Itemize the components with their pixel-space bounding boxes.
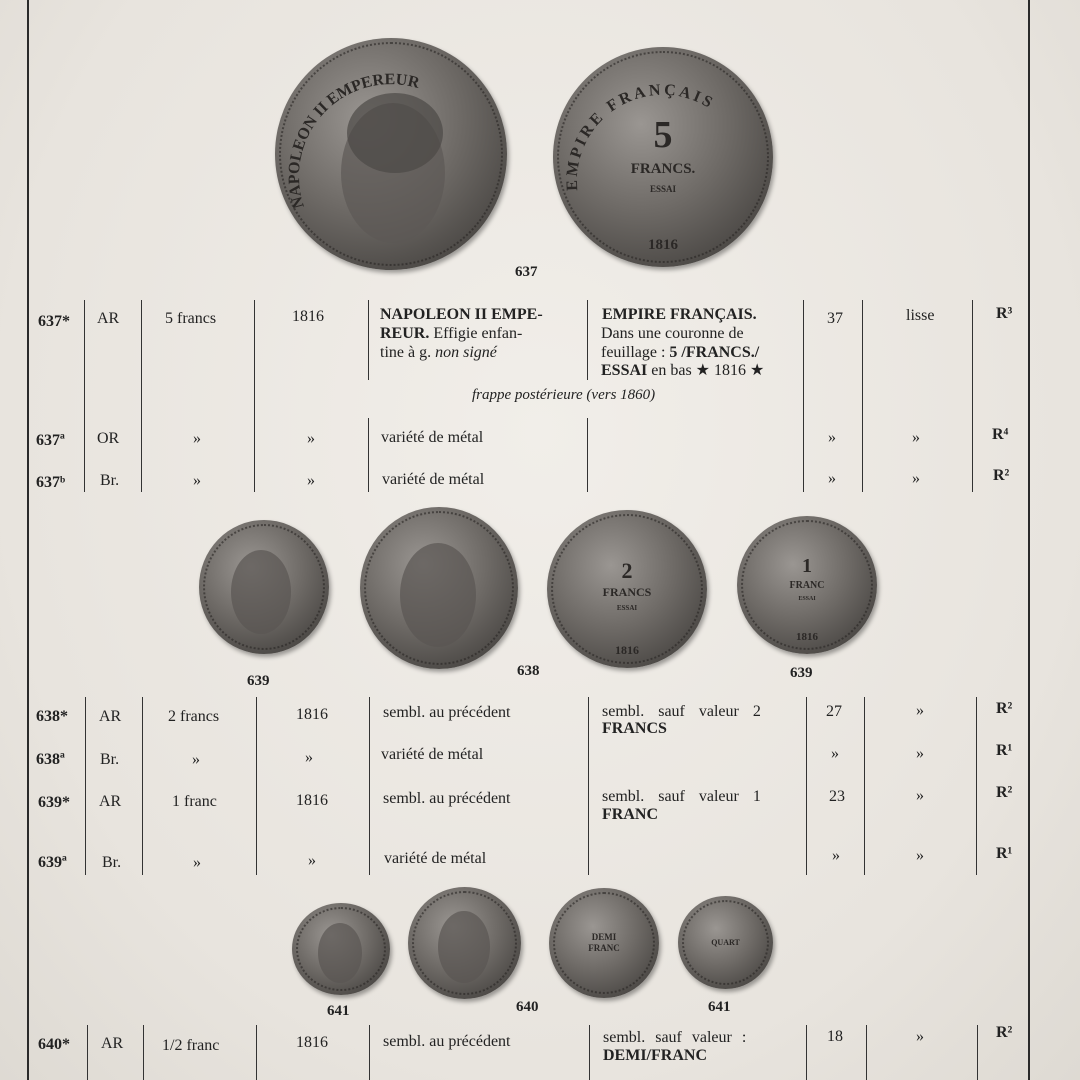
row-637a-num: 637ª: [36, 432, 65, 449]
row-639-metal: AR: [99, 793, 122, 810]
row-637-obverse-title: NAPOLEON II EMPE-: [380, 306, 543, 323]
row-638a-weight: »: [831, 745, 839, 762]
row-637-weight: 37: [827, 310, 843, 327]
row-640-num: 640*: [38, 1036, 70, 1053]
row-637-year: 1816: [292, 308, 324, 325]
row-638-rarity: R²: [996, 700, 1013, 717]
coin-639-year: 1816: [796, 631, 818, 643]
row-639-reverse-line1: sembl. sauf valeur 1: [602, 788, 761, 805]
row-639-reverse-line2: FRANC: [602, 806, 658, 823]
row-639a-weight: »: [832, 847, 840, 864]
coin-640-value: DEMI FRANC: [588, 932, 620, 953]
row-637a-weight: »: [828, 429, 836, 446]
coin-637-reverse-legend: EMPIRE FRANÇAIS: [563, 81, 718, 192]
row-637b-weight: »: [828, 470, 836, 487]
coin-641-obverse: [292, 903, 390, 995]
row-637b-metal: Br.: [100, 472, 120, 489]
row-639a-value: »: [193, 854, 201, 871]
row-639-value: 1 franc: [172, 793, 217, 810]
row-638a-edge: »: [916, 745, 924, 762]
row-638-reverse-line1: sembl. sauf valeur 2: [602, 703, 761, 720]
coin-label-641-left: 641: [327, 1003, 350, 1019]
row-638-obverse: sembl. au précédent: [383, 704, 511, 721]
row-637b-value: »: [193, 472, 201, 489]
svg-text:NAPOLEON II EMPEREUR: [286, 71, 422, 210]
coin-639-obverse: [199, 520, 329, 654]
row-638-metal: AR: [99, 708, 122, 725]
left-margin-rule: [27, 0, 29, 1080]
row-637-reverse-title: EMPIRE FRANÇAIS.: [602, 306, 757, 323]
right-margin-rule: [1028, 0, 1030, 1080]
row-640-year: 1816: [296, 1034, 328, 1051]
row-638a-num: 638ª: [36, 751, 65, 768]
row-638a-obverse: variété de métal: [381, 746, 484, 763]
row-637a-edge: »: [912, 429, 920, 446]
row-637-reverse-line2: Dans une couronne de: [601, 325, 744, 342]
row-638-value: 2 francs: [168, 708, 220, 725]
row-639-weight: 23: [829, 788, 845, 805]
coin-label-640: 640: [516, 999, 539, 1015]
coin-638-unit: FRANCS: [602, 585, 652, 599]
coin-637-reverse: [553, 47, 773, 267]
row-639-year: 1816: [296, 792, 328, 809]
row-638-edge: »: [916, 702, 924, 719]
row-637-metal: AR: [97, 310, 120, 327]
coin-641-reverse: [678, 896, 773, 989]
row-639a-edge: »: [916, 847, 924, 864]
coin-637-year: 1816: [648, 237, 678, 253]
row-638a-rarity: R¹: [996, 742, 1013, 759]
row-638a-value: »: [192, 751, 200, 768]
coin-label-641-right: 641: [708, 999, 731, 1015]
coin-640-reverse: [549, 888, 659, 998]
row-639a-num: 639ª: [38, 854, 67, 871]
coin-639-unit: FRANC: [789, 580, 825, 591]
row-637-num: 637*: [38, 313, 70, 330]
coin-638-year: 1816: [615, 643, 639, 657]
coin-638-reverse: [547, 510, 707, 668]
row-639a-obverse: variété de métal: [384, 850, 487, 867]
coin-638-essai: ESSAI: [616, 604, 638, 612]
row-637b-edge: »: [912, 470, 920, 487]
row-637a-rarity: R⁴: [992, 426, 1009, 443]
row-640-reverse-line2: DEMI/FRANC: [603, 1047, 707, 1064]
row-639-num: 639*: [38, 794, 70, 811]
row-637-reverse-line4: ESSAI en bas ★ 1816 ★: [601, 362, 765, 379]
coin-640-obverse: [408, 887, 521, 999]
coin-637-obverse-legend: NAPOLEON II EMPEREUR: [285, 71, 422, 211]
row-640-value: 1/2 franc: [162, 1037, 220, 1054]
coin-639-essai: ESSAI: [798, 596, 816, 602]
row-640-edge: »: [916, 1028, 924, 1045]
coin-639-reverse: [737, 516, 877, 654]
row-637a-obverse: variété de métal: [381, 429, 484, 446]
coin-label-639-right: 639: [790, 665, 813, 681]
row-637-edge: lisse: [906, 307, 935, 324]
row-638-num: 638*: [36, 708, 68, 725]
row-638-year: 1816: [296, 706, 328, 723]
coin-638-obverse: [360, 507, 518, 669]
row-640-weight: 18: [827, 1028, 843, 1045]
coin-639-value: 1: [802, 555, 812, 577]
coin-637-obverse: [275, 38, 507, 270]
row-639a-rarity: R¹: [996, 845, 1013, 862]
row-639a-year: »: [308, 852, 316, 869]
row-637b-year: »: [307, 472, 315, 489]
coin-label-638: 638: [517, 663, 540, 679]
coin-637-unit: FRANCS.: [630, 161, 696, 177]
row-637a-metal: OR: [97, 430, 120, 447]
coin-label-637: 637: [515, 264, 538, 280]
row-637b-obverse: variété de métal: [382, 471, 485, 488]
svg-text:EMPIRE FRANÇAIS: [564, 82, 718, 192]
row-638-reverse-line2: FRANCS: [602, 720, 667, 737]
row-637-obverse-line3: tine à g. non signé: [380, 344, 497, 361]
coin-label-639-left: 639: [247, 673, 270, 689]
coin-641-value: QUART: [711, 938, 740, 947]
row-638a-year: »: [305, 749, 313, 766]
row-640-obverse: sembl. au précédent: [383, 1033, 511, 1050]
row-639a-metal: Br.: [102, 854, 122, 871]
coin-637-essai: ESSAI: [649, 184, 677, 194]
row-637-note: frappe postérieure (vers 1860): [472, 387, 656, 403]
row-637-reverse-line3: feuillage : 5 /FRANCS./: [601, 344, 760, 361]
row-637-obverse-line2: REUR. Effigie enfan-: [380, 325, 523, 342]
row-637-value: 5 francs: [165, 310, 217, 327]
row-640-reverse-line1: sembl. sauf valeur :: [603, 1029, 747, 1046]
row-637a-year: »: [307, 430, 315, 447]
row-637b-rarity: R²: [993, 467, 1010, 484]
row-640-rarity: R²: [996, 1024, 1013, 1041]
row-637b-num: 637ᵇ: [36, 474, 66, 491]
row-638a-metal: Br.: [100, 751, 120, 768]
row-638-weight: 27: [826, 703, 842, 720]
row-639-rarity: R²: [996, 784, 1013, 801]
row-639-obverse: sembl. au précédent: [383, 790, 511, 807]
coin-638-value: 2: [621, 558, 633, 583]
row-639-edge: »: [916, 787, 924, 804]
row-637-rarity: R³: [996, 305, 1013, 322]
coin-637-value: 5: [653, 114, 673, 156]
row-637a-value: »: [193, 430, 201, 447]
row-640-metal: AR: [101, 1035, 124, 1052]
